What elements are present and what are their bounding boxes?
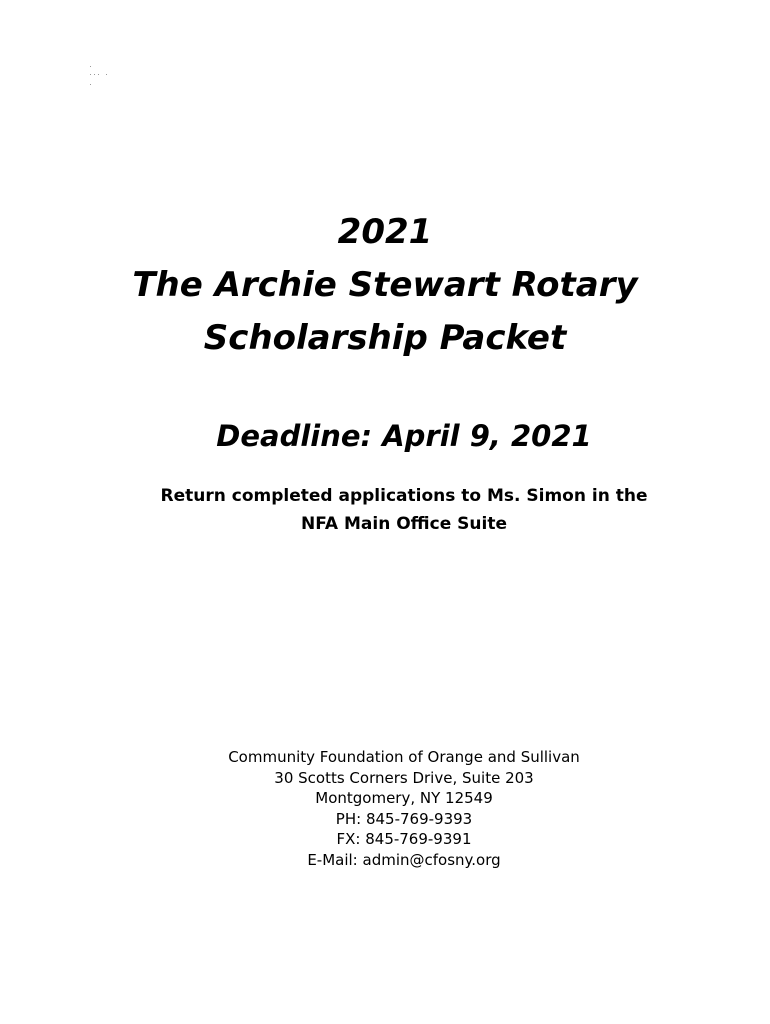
return-instructions <box>0 482 770 538</box>
address-email: E-Mail: admin@cfosny.org <box>307 850 501 869</box>
scan-marks <box>88 64 112 88</box>
document-title <box>0 206 770 365</box>
address-city: Montgomery, NY 12549 <box>315 789 493 807</box>
address-street: 30 Scotts Corners Drive, Suite 203 <box>274 768 534 787</box>
title-line-2: Scholarship Packet <box>203 318 567 358</box>
address-phone: PH: 845-769-9393 <box>335 809 473 828</box>
address-fax: FX: 845-769-9391 <box>336 830 472 848</box>
instructions-line-1: Return completed applications to Ms. Simon in the <box>160 486 648 506</box>
deadline-heading: Deadline: April 9, 2021 <box>216 419 592 453</box>
title-line-1: The Archie Stewart Rotary <box>132 265 638 305</box>
contact-address-block <box>0 747 770 870</box>
address-organization: Community Foundation of Orange and Sullivan <box>228 748 580 766</box>
title-year: 2021 <box>337 212 433 252</box>
instructions-line-2: NFA Main Office Suite <box>301 514 507 534</box>
